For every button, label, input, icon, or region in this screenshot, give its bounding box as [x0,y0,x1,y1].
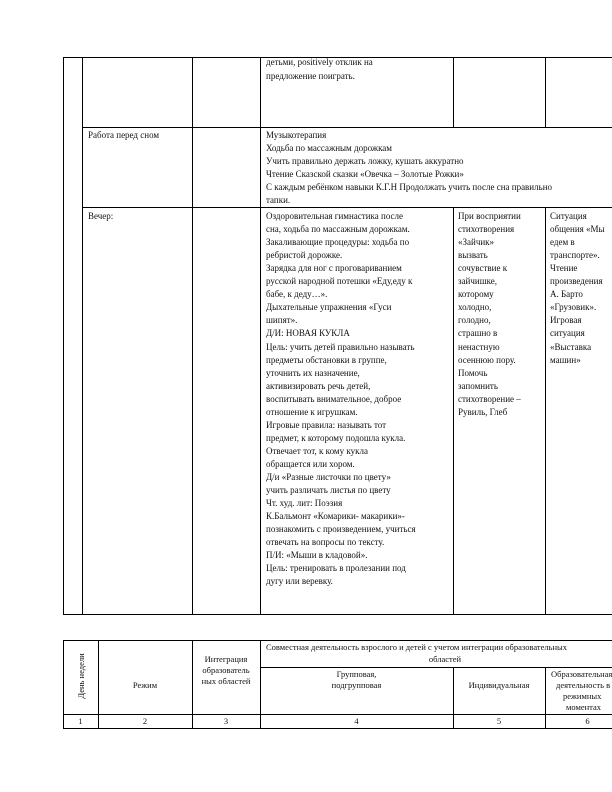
integration-header-line: ных областей [201,676,251,686]
row2-line: Музыкотерапия [266,130,327,140]
top-table-col1-border [82,57,83,615]
column-number: 6 [585,716,590,726]
individual-activity-line: стихотворения [458,224,515,235]
group-activity-line: предметы обстановки в группе, [266,354,387,365]
individual-activity-line: «Зайчик» [458,237,495,248]
group-activity-line: Цель: тренировать в пролезании под [266,563,406,574]
group-activity-line: К.Бальмонт «Комарики- макарики»- [266,511,405,522]
individual-activity-line: ненастную [458,341,500,352]
group-activity-line: отношение к игрушкам. [266,406,358,417]
group-activity-line: Цель: учить детей правильно называть [266,341,415,352]
individual-activity-line: которому [458,289,494,300]
regime-moment-line: Игровая [550,315,582,326]
top-table-col5-border-b [545,207,546,615]
group-activity-line: Чт. худ. лит: Поэзия [266,498,343,509]
group-activity-line: Игровые правила: называть тот [266,419,387,430]
individual-activity-line: Помочь [458,367,488,378]
group-activity-line: воспитывать внимательное, доброе [266,393,402,404]
regime-moments-header-line: Образовательная [551,669,612,679]
group-activity-line: уточнить их назначение, [266,367,360,378]
regime-moments-header-line: режимных [563,691,602,701]
column-number: 4 [354,716,359,726]
group-activity-line: учить различать листья по цвету [266,485,391,496]
top-table-col3-border [260,57,261,615]
group-activity-line: ребристой дорожке. [266,250,343,261]
group-activity-line: русской народной потешки «Еду,еду к [266,276,413,287]
group-activity-line: предмет, к которому подошла кукла. [266,432,406,443]
row1-line-2: предложение поиграть. [266,71,355,81]
regime-moment-line: А. Барто [550,289,583,300]
top-table-row2-border [82,127,612,128]
joint-header-line: областей [428,654,462,664]
regime-moment-line: Ситуация [550,211,587,221]
group-activity-line: сна, ходьба по массажным дорожкам. [266,224,410,235]
top-table-col4-border-a [453,57,454,128]
regime-header: Режим [132,680,158,690]
group-activity-line: Д/и «Разные листочки по цвету» [266,472,391,482]
row2-line: тапки. [266,195,291,205]
top-table-col4-border-b [453,207,454,615]
row2-line: Учить правильно держать ложку, кушать аккуратно [266,156,464,166]
row2-line: Ходьба по массажным дорожкам [266,143,392,153]
bottom-table-header-bottom [63,714,612,715]
group-activity-line: Зарядка для ног с проговариванием [266,263,402,274]
top-table-row3-border [82,207,612,208]
individual-activity-line: вызвать [458,250,488,261]
group-activity-line: активизировать речь детей, [266,380,371,391]
regime-moment-line: едем в [550,237,575,248]
individual-activity-line: осеннюю пору. [458,354,516,365]
group-activity-line: шипят». [266,315,298,326]
bottom-table-top-border [63,640,612,641]
regime-moment-line: транспорте». [550,250,600,261]
row3-regime: Вечер: [88,211,114,221]
group-activity-line: отвечать на вопросы по тексту. [266,537,385,548]
column-number: 3 [223,716,229,726]
individual-activity-line: При восприятии [458,211,521,221]
integration-header-line: образователь [202,665,250,675]
individual-activity-line: стихотворение – [458,393,521,404]
top-table-col2-border [192,57,193,615]
regime-moment-line: машин» [550,354,581,365]
group-activity-line: обращается или хором. [266,458,355,469]
day-of-week-header: День недели [76,653,86,699]
integration-header-line: Интеграция [204,654,248,664]
group-activity-line: Оздоровительная гимнастика после [266,211,404,221]
regime-moments-header-line: моментах [566,702,602,712]
row2-line: Чтение Сказской сказки «Овечка – Золотые Рожки» [266,169,464,179]
group-activity-line: познакомить с произведением, учиться [266,524,416,535]
regime-moment-line: произведения [550,276,603,287]
group-activity-line: Д/И: НОВАЯ КУКЛА [266,328,350,339]
joint-header-line: Совместная деятельность взрослого и детей с учетом интеграции образовательных [266,642,568,652]
group-activity-line: Закаливающие процедуры: ходьба по [266,237,410,248]
regime-moment-line: «Выставка [550,341,592,352]
individual-activity-line: Рувиль, Глеб [458,406,508,417]
column-number: 2 [142,716,148,726]
top-table-left-border [63,57,64,615]
individual-activity-line: холодно, [458,302,492,313]
group-activity-line: Дыхательные упражнения «Гуси [266,302,392,313]
regime-moments-header-line: деятельность в [556,680,611,690]
individual-activity-line: запомнить [458,380,498,391]
individual-header: Индивидуальная [468,680,530,690]
bottom-table-joint-sub-border [260,667,612,668]
top-table-col5-border-a [545,57,546,128]
individual-activity-line: сочувствие к [458,263,508,274]
row2-regime: Работа перед сном [88,130,160,140]
group-activity-line: Отвечает тот, к кому кукла [266,445,368,456]
group-header-line: подгрупповая [331,680,382,690]
column-number: 1 [78,716,83,726]
row2-line: С каждым ребёнком навыки К.Г.Н Продолжать учить после сна правильно [266,182,553,192]
group-activity-line: бабе, к деду…». [266,289,328,300]
group-activity-line: дугу или веревку. [266,576,333,587]
row1-line-1: детьми, positively отклик на [266,57,373,67]
regime-moment-line: Чтение [550,263,578,274]
regime-moment-line: общения «Мы [550,224,605,235]
group-header-line: Групповая, [336,669,377,679]
regime-moment-line: «Грузовик». [550,302,597,313]
top-table-bottom-border [63,614,612,615]
individual-activity-line: страшно в [458,328,498,339]
individual-activity-line: голодно, [458,315,491,326]
individual-activity-line: зайчишке, [458,276,498,287]
regime-moment-line: ситуация [550,328,585,339]
column-number: 5 [496,716,502,726]
bottom-table-bottom-border [63,728,612,729]
group-activity-line: П/И: «Мыши в кладовой». [266,550,368,561]
